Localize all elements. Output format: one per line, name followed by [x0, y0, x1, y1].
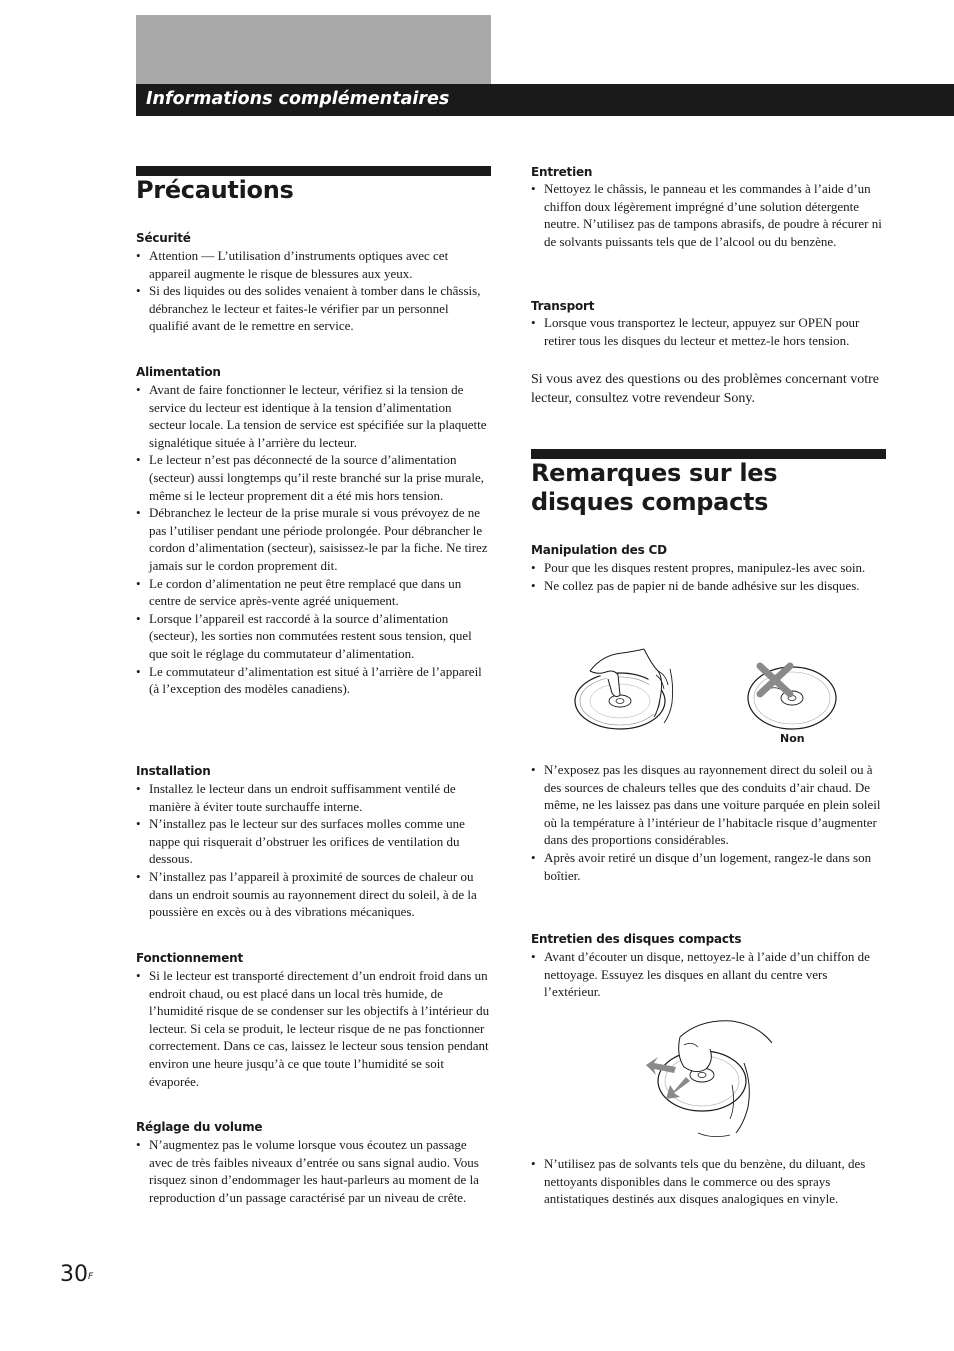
list-item: • Pour que les disques restent propres, manipulez-les avec soin.: [531, 559, 886, 577]
list-item: • Après avoir retiré un disque d’un logement, rangez-le dans son boîtier.: [531, 849, 886, 884]
list-item: • N’utilisez pas de solvants tels que du benzène, du diluant, des nettoyants disponibles dans le commerce ou des sprays antistatiques destinés aux disques analogiques en vinyle.: [531, 1155, 886, 1208]
list-fonctionnement: [136, 967, 491, 1090]
subheading-fonctionnement: Fonctionnement: [136, 951, 244, 965]
subheading-installation: Installation: [136, 764, 211, 778]
subheading-reglage-volume: Réglage du volume: [136, 1120, 263, 1134]
subheading-transport: Transport: [531, 299, 595, 313]
list-item: • Le commutateur d’alimentation est situé à l’arrière de l’appareil (à l’exception des modèles canadiens).: [136, 663, 491, 698]
list-item: • N’augmentez pas le volume lorsque vous écoutez un passage avec de très faibles niveaux d’entrée ou sans signal audio. Vous risquez sinon d’endommager les haut-parleurs au moment de la reproduction d’un passage caractérisé par un niveau de crête.: [136, 1136, 491, 1206]
page-number-value: 30: [60, 1262, 88, 1287]
list-reglage-volume: [136, 1136, 491, 1206]
list-manipulation: [531, 559, 886, 594]
list-item: • Le lecteur n’est pas déconnecté de la source d’alimentation (secteur) aussi longtemps qu’il reste branché sur la prise murale, même si le lecteur proprement dit a été mis hors tension.: [136, 451, 491, 504]
list-item: • Si le lecteur est transporté directement d’un endroit froid dans un endroit chaud, ou est placé dans un local très humide, de l’humidité risque de se condenser sur les objectifs à l’intérieur du lecteur. Si cela se produit, le lecteur risque de ne pas fonctionner correctement. Dans ce cas, laissez le lecteur sous tension pendant environ une heure jusqu’à ce que toute l’humidité se soit évaporée.: [136, 967, 491, 1090]
subheading-alimentation: Alimentation: [136, 365, 221, 379]
list-transport: [531, 314, 886, 349]
list-item: • N’installez pas le lecteur sur des surfaces molles comme une nappe qui risquerait d’obstruer les orifices de ventilation du dessous.: [136, 815, 491, 868]
list-item: • Le cordon d’alimentation ne peut être remplacé que dans un centre de service après-vente agréé uniquement.: [136, 575, 491, 610]
cd-handling-correct-illustration: [570, 645, 685, 735]
list-item: • Nettoyez le châssis, le panneau et les commandes à l’aide d’un chiffon doux légèrement imprégné d’une solution détergente neutre. N’utilisez pas de tampons abrasifs, de poudre à récurer ni de solvants puissants tels que de l’alcool ou du benzène.: [531, 180, 886, 250]
cd-handling-incorrect-illustration: [742, 660, 842, 732]
list-item: • Attention — L’utilisation d’instruments optiques avec cet appareil augmente le risque de blessures aux yeux.: [136, 247, 491, 282]
list-entretien: [531, 180, 886, 250]
list-item: • Installez le lecteur dans un endroit suffisamment ventilé de manière à éviter toute surchauffe interne.: [136, 780, 491, 815]
list-alimentation: [136, 381, 491, 698]
chapter-title: Informations complémentaires: [146, 89, 450, 109]
contact-paragraph: Si vous avez des questions ou des problèmes concernant votre lecteur, consultez votre revendeur Sony.: [531, 372, 879, 406]
page-number-suffix: F: [88, 1272, 94, 1282]
section-rule-remarques: [531, 449, 886, 459]
figure-caption-non: Non: [780, 732, 805, 745]
list-item: • Avant d’écouter un disque, nettoyez-le à l’aide d’un chiffon de nettoyage. Essuyez les disques en allant du centre vers l’extérieur.: [531, 948, 886, 1001]
list-item: • Avant de faire fonctionner le lecteur, vérifiez si la tension de service du lecteur est identique à la tension d’alimentation secteur locale. La tension de service est spécifiée sur la plaquette signalétique située à l’arrière du lecteur.: [136, 381, 491, 451]
list-solvents: [531, 1155, 886, 1208]
subheading-entretien-disques: Entretien des disques compacts: [531, 932, 742, 946]
subheading-manipulation: Manipulation des CD: [531, 543, 667, 557]
list-item: • N’installez pas l’appareil à proximité de sources de chaleur ou dans un endroit soumis au rayonnement direct du soleil, à de la poussière en excès ou à des vibrations mécaniques.: [136, 868, 491, 921]
subheading-entretien: Entretien: [531, 165, 593, 179]
list-item: • Débranchez le lecteur de la prise murale si vous prévoyez de ne pas l’utiliser pendant une période prolongée. Pour débrancher le cordon d’alimentation (secteur), saisissez-le par la fiche. Ne tirez jamais sur le cordon proprement dit.: [136, 504, 491, 574]
section-rule-precautions: [136, 166, 491, 176]
section-title-remarques: Remarques sur les disques compacts: [531, 459, 778, 516]
list-item: • Lorsque l’appareil est raccordé à la source d’alimentation (secteur), les sorties non commutées restent sous tension, quel que soit le réglage du commutateur d’alimentation.: [136, 610, 491, 663]
list-item: • Lorsque vous transportez le lecteur, appuyez sur OPEN pour retirer tous les disques du lecteur et mettez-le hors tension.: [531, 314, 886, 349]
header-gray-block: [136, 15, 491, 85]
subheading-securite: Sécurité: [136, 231, 191, 245]
page-number: [60, 1262, 93, 1288]
list-item: • Ne collez pas de papier ni de bande adhésive sur les disques.: [531, 577, 886, 595]
list-installation: [136, 780, 491, 921]
list-exposure: [531, 761, 886, 884]
list-item: • Si des liquides ou des solides venaient à tomber dans le châssis, débranchez le lecteur et faites-le vérifier par un personnel qualifié avant de le remettre en service.: [136, 282, 491, 335]
cd-cleaning-illustration: [640, 1015, 775, 1140]
list-item: • N’exposez pas les disques au rayonnement direct du soleil ou à des sources de chaleurs telles que des conduits d’air chaud. De même, ne les laissez pas dans une voiture parquée en plein soleil où la température à l’intérieur de l’habitacle risque d’augmenter dans des proportions considérables.: [531, 761, 886, 849]
list-securite: [136, 247, 491, 335]
list-entretien-disques: [531, 948, 886, 1001]
section-title-precautions: Précautions: [136, 176, 294, 204]
